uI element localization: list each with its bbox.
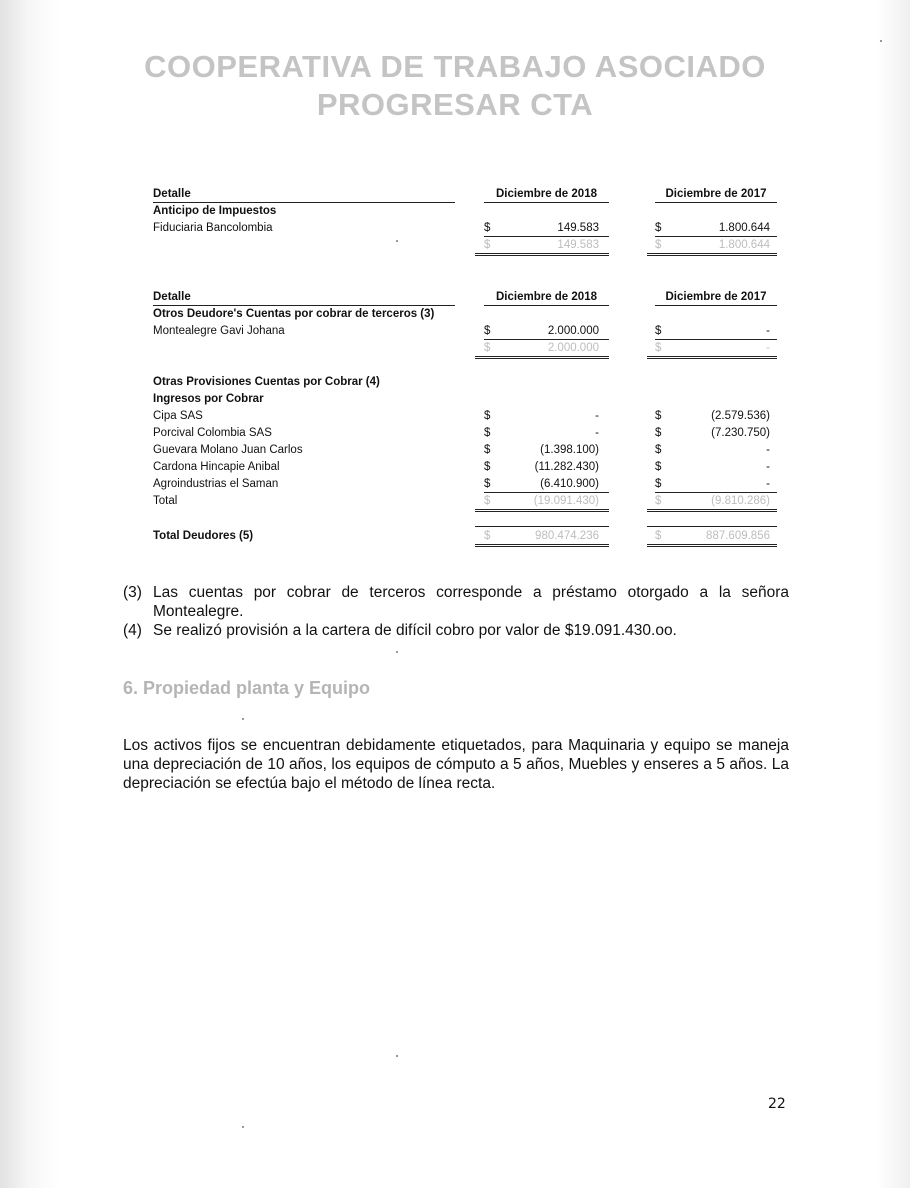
double-rule (647, 356, 777, 357)
total-deudores-label: Total Deudores (5) (153, 530, 254, 542)
scan-speck (396, 1055, 398, 1057)
scan-speck (242, 718, 244, 720)
rule (484, 305, 609, 306)
currency-2018: $ (484, 427, 491, 439)
rule (484, 236, 609, 237)
footnote-text: Las cuentas por cobrar de terceros corresponde a préstamo otorgado a la señora Montealegre. (153, 584, 789, 620)
double-rule (475, 356, 609, 357)
otros-deudores-table (153, 289, 778, 357)
double-rule (475, 511, 609, 512)
row-label: Agroindustrias el Saman (153, 478, 279, 490)
col-2018: Diciembre de 2018 (495, 188, 597, 200)
section-label: Otras Provisiones Cuentas por Cobrar (4) (153, 376, 380, 388)
value-2018: - (595, 427, 599, 439)
scan-speck (880, 40, 882, 42)
subtotal-2018: 2.000.000 (547, 342, 599, 354)
currency-2018: $ (484, 325, 491, 337)
double-rule (647, 358, 777, 359)
footnote (123, 621, 789, 640)
footnote-number: (3) (123, 584, 142, 601)
row-label: Fiduciaria Bancolombia (153, 222, 273, 234)
rule (484, 339, 609, 340)
double-rule (475, 546, 609, 547)
col-2017: Diciembre de 2017 (665, 291, 767, 303)
section-row (153, 203, 778, 220)
footnote-text: Se realizó provisión a la cartera de difícil cobro por valor de $19.091.430.oo. (153, 622, 677, 639)
col-detalle: Detalle (153, 291, 191, 303)
subtotal-2017: 1.800.644 (718, 239, 770, 251)
section-label: Anticipo de Impuestos (153, 205, 277, 217)
currency-2017: $ (655, 444, 662, 456)
header-line-2: PROGRESAR CTA (316, 87, 594, 122)
total-2018: (19.091.430) (533, 495, 599, 507)
table-row (153, 442, 778, 459)
value-2017: - (766, 444, 770, 456)
currency-2017: $ (655, 410, 662, 422)
currency-2018: $ (484, 342, 491, 354)
total-row (153, 528, 778, 545)
section-label: Otros Deudore's Cuentas por cobrar de terceros (3) (153, 308, 435, 320)
currency-2018: $ (484, 444, 491, 456)
rule (655, 236, 777, 237)
double-rule (647, 511, 777, 512)
double-rule (647, 546, 777, 547)
page-number: 22 (768, 1096, 786, 1112)
value-2018: (11.282.430) (534, 461, 599, 473)
subtotal-row (153, 237, 778, 254)
double-rule (475, 253, 609, 254)
currency-2018: $ (484, 461, 491, 473)
currency-2017: $ (655, 495, 662, 507)
currency-2018: $ (484, 410, 491, 422)
value-2017: (2.579.536) (711, 410, 770, 422)
row-label: Guevara Molano Juan Carlos (153, 444, 303, 456)
anticipo-table (153, 186, 778, 254)
table-row (153, 476, 778, 493)
col-2018: Diciembre de 2018 (495, 291, 597, 303)
col-2017: Diciembre de 2017 (665, 188, 767, 200)
currency-2017: $ (655, 342, 662, 354)
scan-speck (396, 240, 398, 242)
total-deudores-2018: 980.474.236 (535, 530, 599, 542)
currency-2017: $ (655, 461, 662, 473)
currency-2017: $ (655, 222, 662, 234)
double-rule (647, 509, 777, 510)
currency-2017: $ (655, 530, 662, 542)
currency-2018: $ (484, 495, 491, 507)
rule (655, 202, 777, 203)
section-paragraph: Los activos fijos se encuentran debidamente etiquetados, para Maquinaria y equipo se maneja una depreciación de 10 años, los equipos de cómputo a 5 años, Muebles y enseres a 5 años. La depreciación se efectúa bajo el método de línea recta. (123, 737, 789, 792)
total-deudores-table (153, 528, 778, 545)
table-header-row (153, 186, 778, 203)
table-row (153, 220, 778, 237)
footnote (123, 583, 789, 621)
value-2018: (1.398.100) (540, 444, 599, 456)
currency-2017: $ (655, 325, 662, 337)
double-rule (475, 255, 609, 256)
scan-speck (396, 651, 398, 653)
double-rule (647, 544, 777, 545)
table-header-row (153, 289, 778, 306)
row-label: Cardona Hincapie Anibal (153, 461, 280, 473)
rule (484, 492, 609, 493)
total-label: Total (153, 495, 178, 507)
rule (655, 305, 777, 306)
rule (655, 492, 777, 493)
row-label: Cipa SAS (153, 410, 203, 422)
value-2018: 149.583 (557, 222, 599, 234)
value-2017: (7.230.750) (711, 427, 770, 439)
total-deudores-2017: 887.609.856 (706, 530, 770, 542)
rule (647, 526, 777, 527)
value-2017: - (766, 478, 770, 490)
section-row (153, 391, 778, 408)
rule (153, 305, 455, 306)
double-rule (647, 253, 777, 254)
currency-2018: $ (484, 478, 491, 490)
table-row (153, 425, 778, 442)
section-row (153, 374, 778, 391)
row-label: Montealegre Gavi Johana (153, 325, 285, 337)
value-2018: (6.410.900) (540, 478, 599, 490)
table-row (153, 323, 778, 340)
rule (475, 526, 609, 527)
rule (153, 202, 455, 203)
double-rule (647, 255, 777, 256)
rule (484, 202, 609, 203)
currency-2018: $ (484, 239, 491, 251)
scan-shadow-left (0, 0, 60, 1188)
value-2017: 1.800.644 (718, 222, 770, 234)
section-row (153, 306, 778, 323)
row-label: Porcival Colombia SAS (153, 427, 272, 439)
scan-shadow-right (876, 0, 910, 1188)
subsection-label: Ingresos por Cobrar (153, 393, 264, 405)
provisiones-table (153, 374, 778, 510)
table-row (153, 408, 778, 425)
subtotal-2017: - (766, 342, 770, 354)
double-rule (475, 509, 609, 510)
currency-2018: $ (484, 530, 491, 542)
currency-2018: $ (484, 222, 491, 234)
double-rule (475, 358, 609, 359)
section-title: 6. Propiedad planta y Equipo (123, 678, 371, 698)
value-2018: - (595, 410, 599, 422)
total-row (153, 493, 778, 510)
col-detalle: Detalle (153, 188, 191, 200)
total-2017: (9.810.286) (711, 495, 770, 507)
footnote-number: (4) (123, 622, 142, 639)
footnotes (123, 583, 789, 640)
subtotal-row (153, 340, 778, 357)
double-rule (475, 544, 609, 545)
currency-2017: $ (655, 427, 662, 439)
value-2018: 2.000.000 (547, 325, 599, 337)
header-line-1: COOPERATIVA DE TRABAJO ASOCIADO (144, 49, 766, 84)
scan-speck (242, 1126, 244, 1128)
table-row (153, 459, 778, 476)
currency-2017: $ (655, 478, 662, 490)
value-2017: - (766, 325, 770, 337)
currency-2017: $ (655, 239, 662, 251)
subtotal-2018: 149.583 (557, 239, 599, 251)
document-header (0, 48, 910, 124)
value-2017: - (766, 461, 770, 473)
rule (655, 339, 777, 340)
